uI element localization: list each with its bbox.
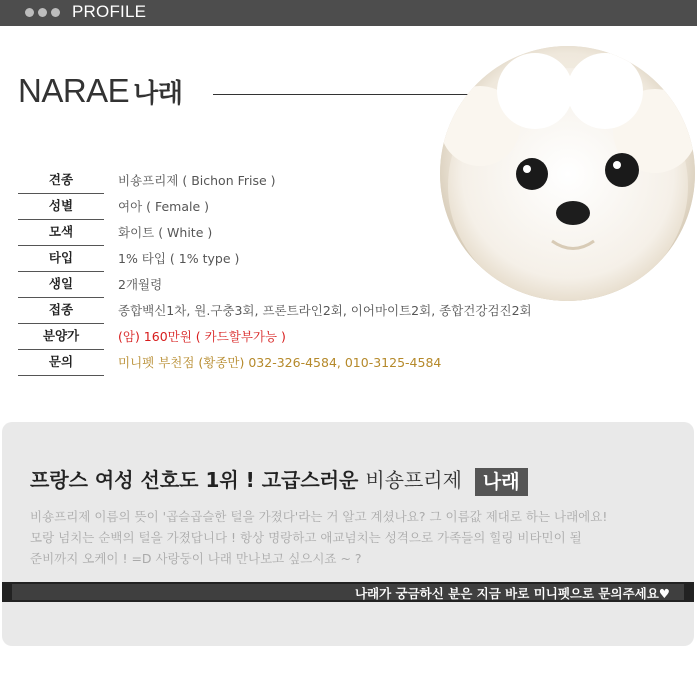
info-value-contact[interactable]: 미니펫 부천점 (황종만) 032-326-4584, 010-3125-4584 — [118, 355, 442, 370]
info-value-gender: 여아 ( Female ) — [118, 199, 210, 214]
info-row-price — [18, 324, 548, 350]
info-label-birth: 생일 — [18, 272, 104, 298]
info-value-color: 화이트 ( White ) — [118, 225, 213, 240]
info-value-breed: 비숑프리제 ( Bichon Frise ) — [118, 173, 276, 188]
dog-name-en: NARAE — [18, 72, 130, 109]
info-row-color — [18, 220, 548, 246]
name-divider-line — [213, 94, 475, 95]
dog-name-ko: 나래 — [133, 79, 183, 109]
info-row-vaccination — [18, 298, 548, 324]
promo-title-bold: 프랑스 여성 선호도 1위 ! 고급스러운 — [30, 468, 359, 492]
info-value-vaccination: 종합백신1차, 원.구충3회, 프론트라인2회, 이어마이트2회, 종합건강검진2회 — [118, 303, 532, 318]
info-label-color: 모색 — [18, 220, 104, 246]
info-value-birth: 2개월령 — [118, 277, 163, 292]
dots-icon — [25, 8, 60, 17]
info-label-gender: 성별 — [18, 194, 104, 220]
info-row-breed — [18, 168, 548, 194]
info-label-type: 타입 — [18, 246, 104, 272]
promo-title — [30, 464, 528, 496]
header-title: PROFILE — [72, 2, 147, 21]
promo-box — [2, 422, 694, 646]
info-label-price: 분양가 — [18, 324, 104, 350]
promo-title-breed: 비숑프리제 — [365, 468, 462, 492]
promo-desc-line-2: 모랑 넘치는 순백의 털을 가졌답니다 ! 항상 명랑하고 애교넘치는 성격으로 가족들의 힐링 비타민이 될 — [30, 530, 582, 545]
promo-desc-line-3: 준비까지 오케이 ! =D 사랑둥이 나래 만나보고 싶으시죠 ~ ? — [30, 551, 362, 566]
promo-description — [30, 506, 670, 569]
promo-desc-line-1: 비숑프리제 이름의 뜻이 '곱슬곱슬한 털을 가졌다'라는 거 알고 계셨나요? 그 이름값 제대로 하는 나래에요! — [30, 509, 608, 524]
info-value-price: (암) 160만원 ( 카드할부가능 ) — [118, 329, 286, 344]
info-row-birth — [18, 272, 548, 298]
info-label-vaccination: 접종 — [18, 298, 104, 324]
info-label-contact: 문의 — [18, 350, 104, 376]
info-row-contact — [18, 350, 548, 376]
info-row-type — [18, 246, 548, 272]
contact-cta-bar[interactable] — [2, 582, 694, 602]
contact-cta-text[interactable]: 나래가 궁금하신 분은 지금 바로 미니펫으로 문의주세요♥ — [354, 586, 670, 601]
promo-name-badge: 나래 — [475, 468, 528, 496]
info-value-type: 1% 타입 ( 1% type ) — [118, 251, 240, 266]
info-label-breed: 견종 — [18, 168, 104, 194]
dog-name-heading — [18, 72, 182, 110]
profile-header-bar — [0, 0, 697, 26]
info-row-gender — [18, 194, 548, 220]
